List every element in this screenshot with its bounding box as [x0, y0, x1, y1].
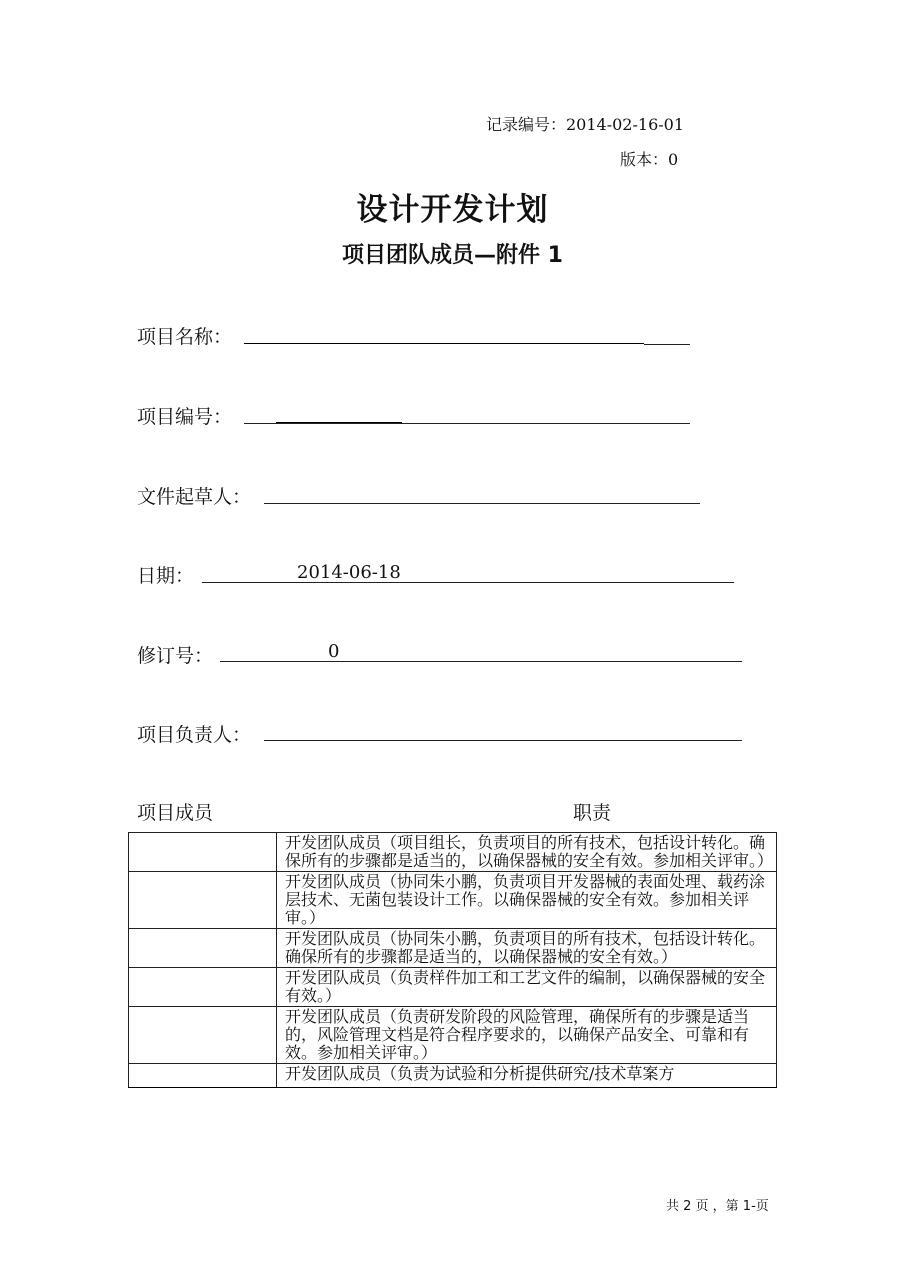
project-name-underline-tail [644, 344, 690, 345]
date-label: 日期： [137, 565, 195, 587]
members-column-header: 项目成员 [137, 802, 214, 824]
project-number-label: 项目编号： [137, 406, 233, 428]
member-duty-cell: 开发团队成员（项目组长，负责项目的所有技术，包括设计转化。确保所有的步骤都是适当的，以确保器械的安全有效。参加相关评审。） [277, 833, 777, 872]
member-name-cell [129, 1064, 277, 1088]
page-footer: 共 2 页 ，第 1-页 [666, 1199, 769, 1214]
drafter-label: 文件起草人： [137, 486, 252, 508]
table-row [129, 1064, 777, 1088]
project-leader-underline [264, 740, 742, 741]
project-leader-label: 项目负责人： [137, 724, 252, 746]
member-duty-cell: 开发团队成员（负责研发阶段的风险管理，确保所有的步骤是适当的，风险管理文档是符合程序要求的，以确保产品安全、可靠和有效。参加相关评审。） [277, 1007, 777, 1064]
document-subtitle: 项目团队成员—附件 1 [342, 243, 563, 268]
member-name-cell [129, 872, 277, 929]
member-duty-cell: 开发团队成员（协同朱小鹏，负责项目的所有技术，包括设计转化。确保所有的步骤都是适当的，以确保器械的安全有效。） [277, 929, 777, 968]
table-row [129, 968, 777, 1007]
drafter-underline [264, 503, 700, 504]
table-row [129, 833, 777, 872]
project-number-underline [244, 423, 690, 424]
date-value: 2014-06-18 [297, 562, 401, 583]
project-name-underline [244, 343, 644, 344]
member-duty-cell: 开发团队成员（负责样件加工和工艺文件的编制，以确保器械的安全有效。） [277, 968, 777, 1007]
member-name-cell [129, 1007, 277, 1064]
table-row [129, 872, 777, 929]
revision-underline [220, 661, 742, 662]
revision-label: 修订号： [137, 645, 214, 667]
duty-column-header: 职责 [573, 802, 612, 824]
date-underline [202, 582, 734, 583]
team-members-table [128, 832, 777, 1088]
project-name-label: 项目名称： [137, 326, 233, 348]
member-duty-cell: 开发团队成员（协同朱小鹏，负责项目开发器械的表面处理、载药涂层技术、无菌包装设计工作。以确保器械的安全有效。参加相关评审。） [277, 872, 777, 929]
project-number-underline-bold [276, 422, 402, 423]
member-duty-cell: 开发团队成员（负责为试验和分析提供研究/技术草案方 [277, 1064, 777, 1088]
document-title: 设计开发计划 [356, 192, 549, 228]
member-name-cell [129, 929, 277, 968]
revision-value: 0 [328, 641, 340, 662]
record-number: 记录编号：2014-02-16-01 [486, 115, 685, 134]
member-name-cell [129, 968, 277, 1007]
table-row [129, 1007, 777, 1064]
table-row [129, 929, 777, 968]
member-name-cell [129, 833, 277, 872]
version-number: 版本：0 [620, 150, 679, 169]
